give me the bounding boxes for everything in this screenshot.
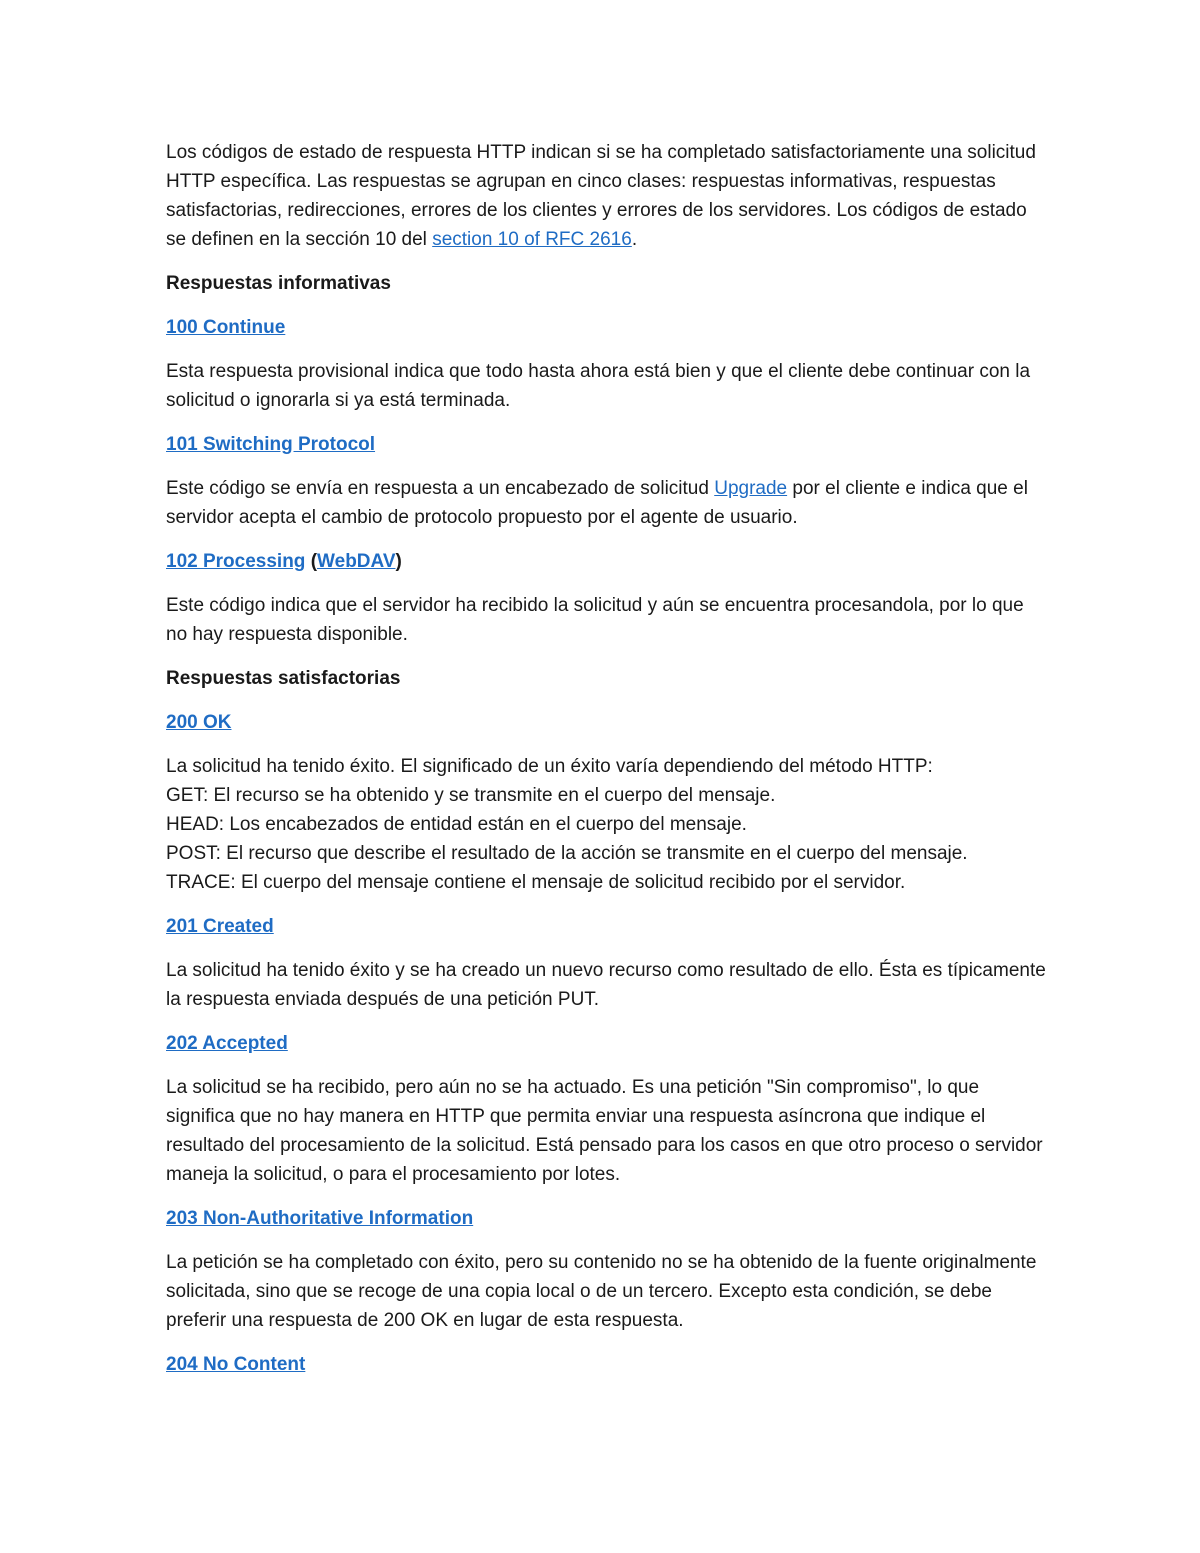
code-200-line: GET: El recurso se ha obtenido y se transmite en el cuerpo del mensaje. <box>166 785 776 806</box>
code-204-link[interactable]: 204 No Content <box>166 1354 306 1375</box>
code-102-title-line <box>166 547 1046 576</box>
code-200-line: HEAD: Los encabezados de entidad están en el cuerpo del mensaje. <box>166 814 747 835</box>
upgrade-link[interactable]: Upgrade <box>714 478 788 499</box>
code-102-link[interactable]: 102 Processing <box>166 551 306 572</box>
code-101-link[interactable]: 101 Switching Protocol <box>166 434 376 455</box>
code-102-description: Este código indica que el servidor ha recibido la solicitud y aún se encuentra procesandola, por lo que no hay respuesta disponible. <box>166 595 1024 645</box>
paren-close: ) <box>395 551 402 572</box>
code-203-description: La petición se ha completado con éxito, pero su contenido no se ha obtenido de la fuente originalmente solicitada, sino que se recoge de una copia local o de un tercero. Excepto esta condición, se debe preferir una respuesta de 200 OK en lugar de esta respuesta. <box>166 1252 1037 1331</box>
code-200-line: POST: El recurso que describe el resultado de la acción se transmite en el cuerpo del mensaje. <box>166 843 968 864</box>
code-203-link[interactable]: 203 Non-Authoritative Information <box>166 1208 474 1229</box>
code-100-link[interactable]: 100 Continue <box>166 317 286 338</box>
code-200-link[interactable]: 200 OK <box>166 712 232 733</box>
intro-paragraph <box>166 138 1046 254</box>
code-202-link[interactable]: 202 Accepted <box>166 1033 288 1054</box>
code-200-line: TRACE: El cuerpo del mensaje contiene el mensaje de solicitud recibido por el servidor. <box>166 872 906 893</box>
code-200-line: La solicitud ha tenido éxito. El significado de un éxito varía dependiendo del método HTTP: <box>166 756 933 777</box>
section-heading-satisfactorias: Respuestas satisfactorias <box>166 668 401 689</box>
intro-end: . <box>631 229 638 250</box>
intro-text: Los códigos de estado de respuesta HTTP indican si se ha completado satisfactoriamente una solicitud HTTP específica. Las respuestas se agrupan en cinco clases: respuestas informativas, respuestas satisfactorias, redirecciones, errores de los clientes y errores de los servidores. Los códigos de estado se definen en la sección 10 del <box>166 142 1036 250</box>
webdav-link[interactable]: WebDAV <box>317 551 396 572</box>
code-100-description: Esta respuesta provisional indica que todo hasta ahora está bien y que el cliente debe continuar con la solicitud o ignorarla si ya está terminada. <box>166 361 1031 411</box>
section-heading-informativas: Respuestas informativas <box>166 273 391 294</box>
document-page <box>166 138 1046 1394</box>
code-200-description <box>166 752 1046 897</box>
code-101-desc-after: por el cliente e indica que el servidor acepta el cambio de protocolo propuesto por el agente de usuario. <box>166 478 1028 528</box>
code-202-description: La solicitud se ha recibido, pero aún no se ha actuado. Es una petición "Sin compromiso", lo que significa que no hay manera en HTTP que permita enviar una respuesta asíncrona que indique el resultado del procesamiento de la solicitud. Está pensado para los casos en que otro proceso o servidor maneja la solicitud, o para el procesamiento por lotes. <box>166 1077 1043 1185</box>
code-101-desc-before: Este código se envía en respuesta a un encabezado de solicitud <box>166 478 715 499</box>
code-201-link[interactable]: 201 Created <box>166 916 274 937</box>
code-101-description <box>166 474 1046 532</box>
paren-open: ( <box>310 551 318 572</box>
code-201-description: La solicitud ha tenido éxito y se ha creado un nuevo recurso como resultado de ello. Ésta es típicamente la respuesta enviada después de una petición PUT. <box>166 960 1046 1010</box>
rfc-2616-link[interactable]: section 10 of RFC 2616 <box>432 229 632 250</box>
